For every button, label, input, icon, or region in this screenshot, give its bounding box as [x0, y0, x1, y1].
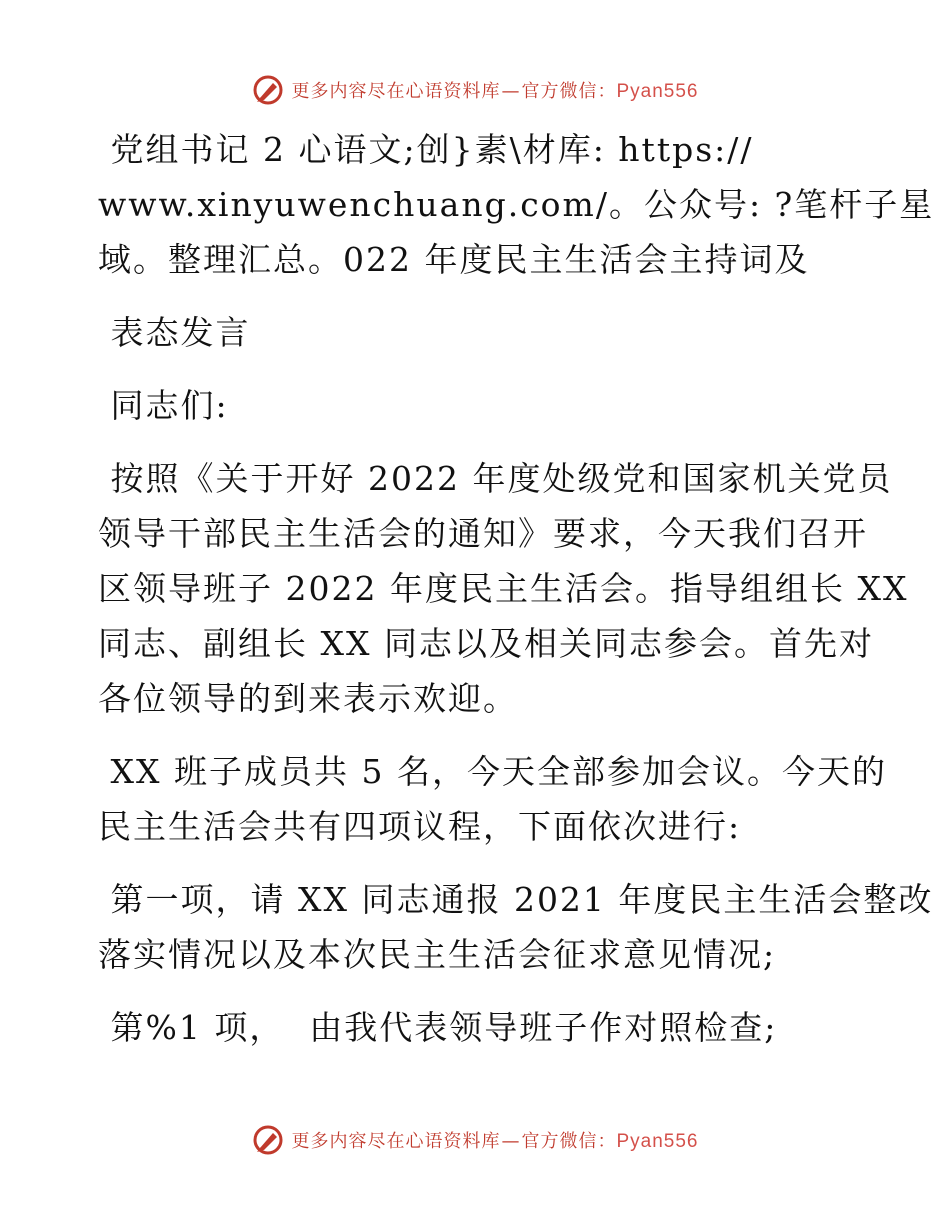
paragraph-line: 第%1 项， 由我代表领导班子作对照检查;: [98, 1008, 778, 1047]
paragraph-line: 各位领导的到来表示欢迎。: [98, 679, 518, 718]
footer-watermark: [0, 1120, 950, 1160]
watermark-dash: —: [501, 1131, 521, 1152]
paragraph: [98, 1000, 878, 1055]
pen-logo-icon: [251, 73, 285, 107]
paragraph-line: 民主生活会共有四项议程，下面依次进行:: [98, 807, 742, 846]
paragraph-line: 领导干部民主生活会的通知》要求，今天我们召开: [98, 514, 868, 553]
paragraph-line: 同志、副组长 XX 同志以及相关同志参会。首先对: [98, 624, 874, 663]
paragraph-line: 按照《关于开好 2022 年度处级党和国家机关党员: [98, 459, 893, 498]
paragraph-line: XX 班子成员共 5 名，今天全部参加会议。今天的: [98, 752, 887, 791]
pen-logo-icon: [251, 1123, 285, 1157]
paragraph-line: 落实情况以及本次民主生活会征求意见情况;: [98, 935, 777, 974]
watermark-text: [291, 1127, 698, 1153]
paragraph: [98, 305, 878, 360]
paragraph: [98, 122, 935, 287]
document-body: [98, 122, 935, 1073]
paragraph-line: 区领导班子 2022 年度民主生活会。指导组组长 XX: [98, 569, 909, 608]
paragraph-line: 第一项，请 XX 同志通报 2021 年度民主生活会整改: [98, 880, 934, 919]
paragraph-line: 表态发言: [98, 313, 251, 352]
watermark-id: Pyan556: [616, 1131, 699, 1152]
paragraph: [98, 744, 887, 854]
paragraph: [98, 451, 909, 726]
watermark-title: 更多内容尽在心语资料库: [291, 1131, 501, 1152]
header-watermark: [0, 70, 950, 110]
paragraph-line: 党组书记 2 心语文;创}素\材库: https://: [98, 130, 754, 169]
watermark-official: 官方微信：: [521, 81, 617, 102]
paragraph-line: www.xinyuwenchuang.com/。公众号: ?笔杆子星: [98, 185, 935, 224]
watermark-dash: —: [501, 81, 521, 102]
paragraph-line: 域。整理汇总。022 年度民主生活会主持词及: [98, 240, 810, 279]
paragraph-line: 同志们:: [98, 386, 229, 425]
watermark-title: 更多内容尽在心语资料库: [291, 81, 501, 102]
watermark-text: [291, 77, 698, 103]
paragraph: [98, 872, 934, 982]
paragraph: [98, 378, 878, 433]
watermark-official: 官方微信：: [521, 1131, 617, 1152]
watermark-id: Pyan556: [616, 81, 699, 102]
